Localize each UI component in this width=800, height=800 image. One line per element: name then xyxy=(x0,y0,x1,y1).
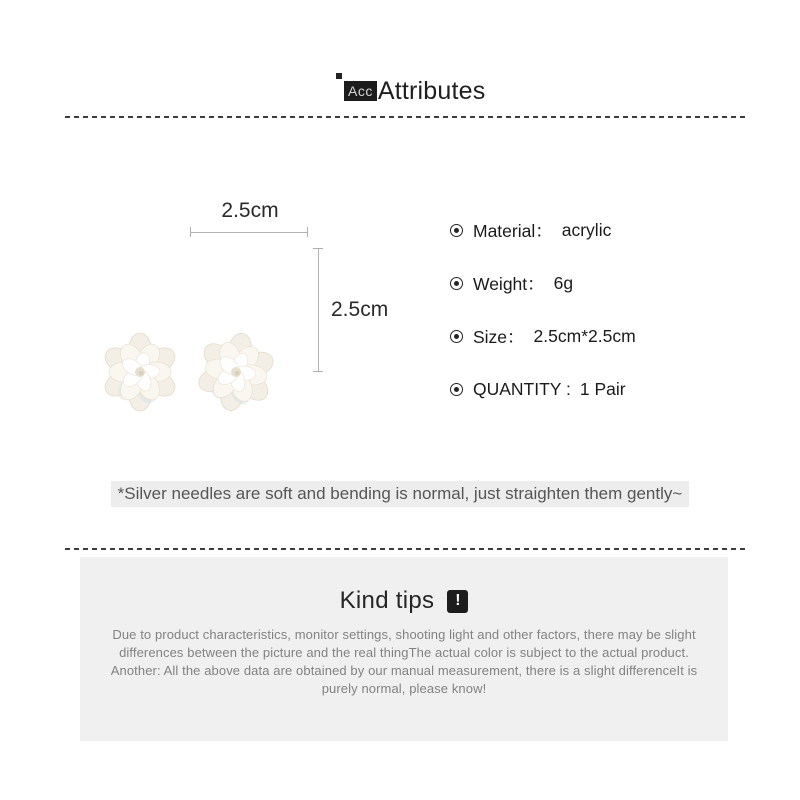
spec-value: 2.5cm*2.5cm xyxy=(533,326,636,346)
spec-value: 6g xyxy=(553,273,574,293)
height-dimension-line xyxy=(313,248,323,372)
circled-dot-icon xyxy=(450,224,463,237)
spec-item-material xyxy=(450,219,636,242)
kind-tips-text-line: differences between the picture and the real thingThe actual color is subject to the actual product. xyxy=(119,645,689,660)
kind-tips-text-line: Another: All the above data are obtained by our manual measurement, there is a slight differenceIt is xyxy=(110,663,698,678)
header-badge: Acc xyxy=(344,81,377,101)
kind-tips-title: Kind tips xyxy=(339,587,435,614)
flower-earrings-image xyxy=(98,326,278,421)
circled-dot-icon xyxy=(450,330,463,343)
flower-left xyxy=(100,333,179,411)
square-bullet-icon xyxy=(336,73,342,79)
spec-value: 1 Pair xyxy=(579,379,626,399)
width-dimension-label: 2.5cm xyxy=(221,199,279,222)
circled-dot-icon xyxy=(450,277,463,290)
kind-tips-panel xyxy=(80,557,728,741)
spec-value: acrylic xyxy=(561,220,612,240)
spec-item-size xyxy=(450,325,636,348)
spec-label: Weight： xyxy=(473,274,545,294)
spec-label: Material： xyxy=(473,221,553,241)
spec-item-quantity xyxy=(450,378,636,401)
section-divider-top xyxy=(65,116,745,118)
kind-tips-text-line: Due to product characteristics, monitor settings, shooting light and other factors, there may be slight xyxy=(112,627,696,642)
flower-right xyxy=(195,332,276,413)
circled-dot-icon xyxy=(450,383,463,396)
spec-label: QUANTITY : xyxy=(473,379,571,399)
section-divider-bottom xyxy=(65,548,745,550)
kind-tips-header xyxy=(80,587,728,615)
needle-note: *Silver needles are soft and bending is normal, just straighten them gently~ xyxy=(111,481,690,507)
width-dimension-line xyxy=(190,227,308,237)
spec-list xyxy=(450,219,636,431)
kind-tips-text-line: purely normal, please know! xyxy=(321,681,487,696)
page-header xyxy=(344,79,485,103)
kind-tips-body xyxy=(80,626,728,698)
page-title: Attributes xyxy=(377,77,486,105)
spec-item-weight xyxy=(450,272,636,295)
exclamation-box-icon: ! xyxy=(447,590,468,613)
needle-note-row xyxy=(0,481,800,507)
height-dimension-label: 2.5cm xyxy=(331,298,389,321)
spec-label: Size： xyxy=(473,327,525,347)
